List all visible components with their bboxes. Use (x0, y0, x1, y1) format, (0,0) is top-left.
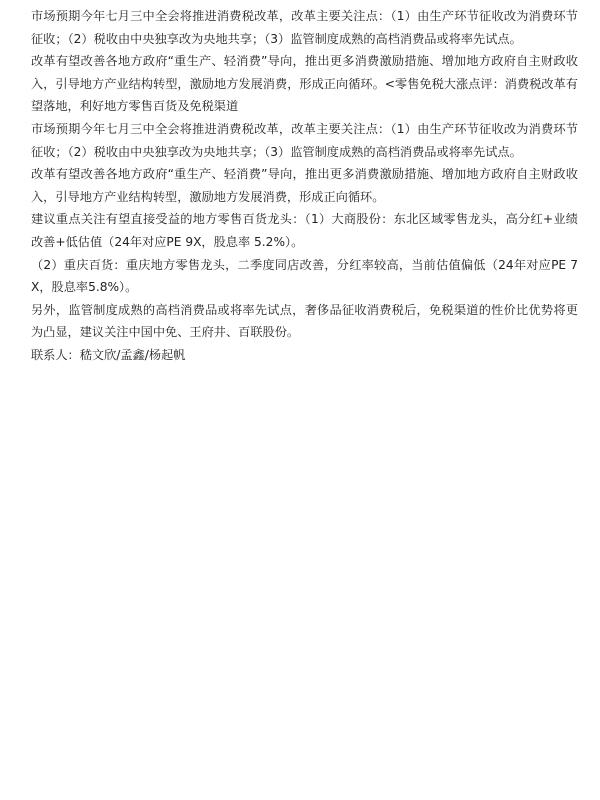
contact-line: 联系人：嵇文欣/孟鑫/杨起帆 (31, 347, 186, 362)
document-body (0, 0, 600, 367)
paragraph-recommendation-chongqing: （2）重庆百货：重庆地方零售龙头，二季度同店改善，分红率较高，当前估值偏低（24年对应PE 7X，股息率5.8%）。 (31, 257, 578, 295)
paragraph-duty-free: 另外，监管制度成熟的高档消费品或将率先试点，奢侈品征收消费税后，免税渠道的性价比优势将更为凸显，建议关注中国中免、王府井、百联股份。 (31, 302, 578, 340)
paragraph-reform-impact: 改革有望改善各地方政府“重生产、轻消费”导向，推出更多消费激励措施、增加地方政府自主财政收入，引导地方产业结构转型，激励地方发展消费，形成正向循环。 (31, 167, 578, 204)
paragraph-recommendation-dashang: 建议重点关注有望直接受益的地方零售百货龙头：（1）大商股份：东北区域零售龙头，高分红+业绩改善+低估值（24年对应PE 9X，股息率 5.2%）。 (31, 212, 578, 249)
paragraph-reform-expectation: 市场预期今年七月三中全会将推进消费税改革，改革主要关注点：（1）由生产环节征收改为消费环节征收；（2）税收由中央独享改为央地共享；（3）监管制度成熟的高档消费品或将率先试点。 (31, 9, 578, 46)
paragraph-reform-impact-with-headline: 改革有望改善各地方政府“重生产、轻消费”导向，推出更多消费激励措施、增加地方政府自主财政收入，引导地方产业结构转型，激励地方发展消费，形成正向循环。<零售免税大涨点评：消费税改革有望落地，利好地方零售百货及免税渠道 (31, 54, 578, 114)
paragraph-reform-expectation-repeat: 市场预期今年七月三中全会将推进消费税改革，改革主要关注点：（1）由生产环节征收改为消费环节征收；（2）税收由中央独享改为央地共享；（3）监管制度成熟的高档消费品或将率先试点。 (31, 121, 578, 159)
